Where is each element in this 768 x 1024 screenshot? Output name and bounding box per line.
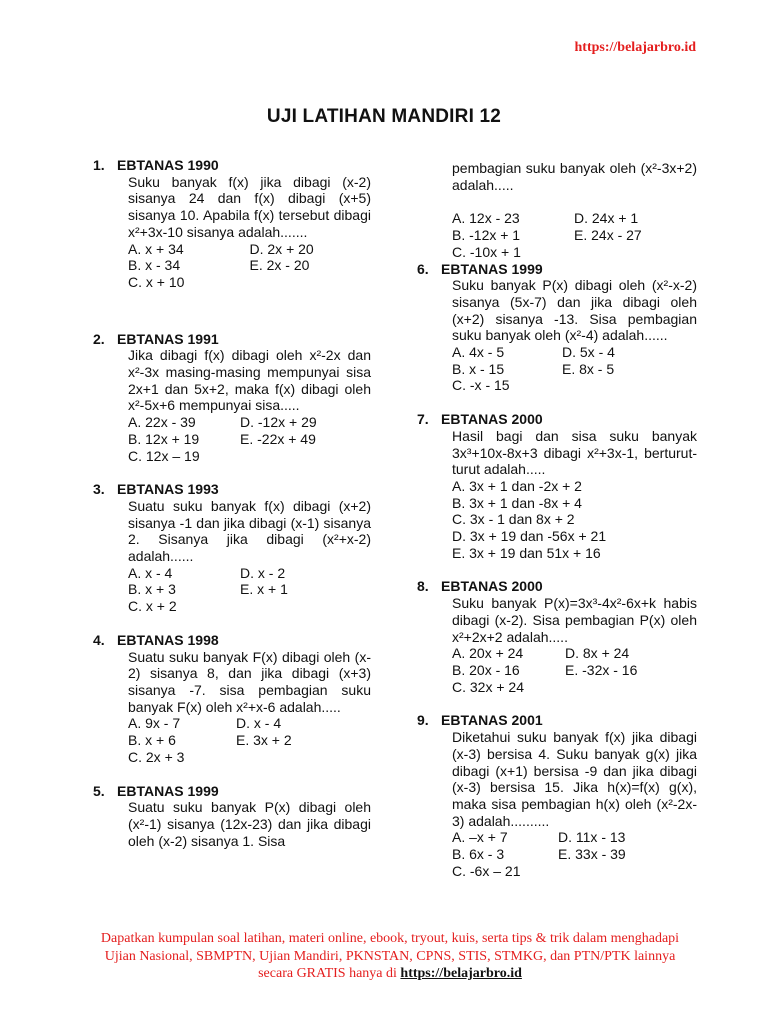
question-6 bbox=[417, 261, 697, 395]
option: E. 8x - 5 bbox=[562, 360, 615, 377]
question-text: Suku banyak f(x) jika dibagi (x-2) sisanya 24 dan f(x) dibagi (x+5) sisanya 10. Apabila f(x) tersebut dibagi x²+3x-10 sisanya adalah....... bbox=[128, 173, 371, 240]
footer-text: Dapatkan kumpulan soal latihan, materi online, ebook, tryout, kuis, serta tips & trik dalam menghadapi Ujian Nasional, SBMPTN, Ujian Mandiri, PKNSTAN, CPNS, STIS, STMKG, dan PTN/PTK lainnya secara GRATIS hanya di bbox=[100, 931, 680, 981]
question-source: EBTANAS 1993 bbox=[117, 481, 219, 498]
option: A. –x + 7 bbox=[452, 829, 508, 846]
question-5-continued bbox=[417, 160, 697, 261]
question-source: EBTANAS 1999 bbox=[441, 260, 543, 277]
left-column bbox=[93, 157, 371, 849]
question-number: 2. bbox=[93, 330, 105, 347]
option: D. x - 2 bbox=[240, 564, 286, 581]
question-source: EBTANAS 1991 bbox=[117, 330, 219, 347]
option: E. 24x - 27 bbox=[574, 227, 642, 244]
option: E. 33x - 39 bbox=[558, 846, 626, 863]
question-source: EBTANAS 1999 bbox=[117, 782, 219, 799]
option: A. 12x - 23 bbox=[452, 210, 520, 227]
question-text: Jika dibagi f(x) dibagi oleh x²-2x dan x²-3x masing-masing mempunyai sisa 2x+1 dan 5x+2, maka f(x) dibagi oleh x²-5x+6 mempunyai sisa..... bbox=[128, 347, 371, 414]
answer-options bbox=[452, 829, 697, 879]
option: E. x + 1 bbox=[240, 581, 288, 598]
option: B. 3x + 1 dan -8x + 4 bbox=[452, 494, 582, 511]
option: C. -6x – 21 bbox=[452, 862, 521, 879]
question-number: 6. bbox=[417, 260, 429, 277]
option: C. x + 10 bbox=[128, 273, 185, 290]
question-text: Suatu suku banyak f(x) dibagi (x+2) sisanya -1 dan jika dibagi (x-1) sisanya 2. Sisanya jika dibagi (x²+x-2) adalah...... bbox=[128, 497, 371, 565]
question-source: EBTANAS 1990 bbox=[117, 157, 219, 173]
right-column bbox=[417, 160, 697, 879]
option: A. x + 34 bbox=[128, 240, 184, 257]
question-8 bbox=[417, 578, 697, 695]
question-source: EBTANAS 1998 bbox=[117, 631, 219, 648]
option: D. 2x + 20 bbox=[249, 240, 314, 257]
question-text: Suku banyak P(x)=3x³-4x²-6x+k habis dibagi (x-2). Sisa pembagian P(x) oleh x²+2x+2 adalah..... bbox=[452, 595, 697, 645]
question-text: Suku banyak P(x) dibagi oleh (x²-x-2) sisanya (5x-7) dan jika dibagi oleh (x+2) sisanya -13. Sisa pembagian suku banyak oleh (x²-4) adalah...... bbox=[452, 277, 697, 344]
option: B. 20x - 16 bbox=[452, 661, 520, 678]
option: B. 12x + 19 bbox=[128, 430, 200, 447]
question-4 bbox=[93, 632, 371, 766]
option: C. 3x - 1 dan 8x + 2 bbox=[452, 511, 575, 528]
option: B. x + 3 bbox=[128, 581, 176, 598]
option: D. 3x + 19 dan -56x + 21 bbox=[452, 528, 607, 545]
answer-options bbox=[452, 478, 697, 562]
option: C. 32x + 24 bbox=[452, 678, 524, 695]
answer-options bbox=[128, 565, 371, 615]
question-text: Hasil bagi dan sisa suku banyak 3x³+10x-8x+3 dibagi x²+3x-1, berturut-turut adalah..... bbox=[452, 427, 697, 478]
answer-options bbox=[452, 344, 697, 394]
question-number: 8. bbox=[417, 578, 429, 595]
option: C. -10x + 1 bbox=[452, 243, 521, 260]
option: C. -x - 15 bbox=[452, 377, 510, 394]
option: C. x + 2 bbox=[128, 598, 177, 615]
option: D. 8x + 24 bbox=[565, 645, 630, 662]
question-3 bbox=[93, 481, 371, 615]
answer-options bbox=[128, 414, 371, 464]
option: B. x - 15 bbox=[452, 360, 505, 377]
option: E. 3x + 2 bbox=[236, 732, 292, 749]
answer-options bbox=[128, 241, 371, 291]
question-2 bbox=[93, 331, 371, 465]
question-number: 7. bbox=[417, 411, 429, 428]
question-text: pembagian suku banyak oleh (x²-3x+2) adalah..... bbox=[452, 160, 697, 193]
option: C. 12x – 19 bbox=[128, 447, 200, 464]
question-text: Suatu suku banyak F(x) dibagi oleh (x-2) sisanya 8, dan jika dibagi (x+3) sisanya -7. sisa pembagian suku banyak F(x) oleh x²+x-6 adalah..... bbox=[128, 648, 371, 715]
question-7 bbox=[417, 411, 697, 561]
question-source: EBTANAS 2001 bbox=[441, 712, 543, 729]
option: D. -12x + 29 bbox=[240, 414, 317, 431]
option: B. x + 6 bbox=[128, 732, 176, 749]
question-1 bbox=[93, 157, 371, 291]
site-url[interactable]: https://belajarbro.id bbox=[574, 40, 696, 55]
option: E. -32x - 16 bbox=[565, 661, 638, 678]
option: D. 24x + 1 bbox=[574, 210, 639, 227]
answer-options bbox=[128, 715, 371, 765]
question-text: Suatu suku banyak P(x) dibagi oleh (x²-1) sisanya (12x-23) dan jika dibagi oleh (x-2) sisanya 1. Sisa bbox=[128, 799, 371, 849]
option: C. 2x + 3 bbox=[128, 748, 185, 765]
question-5 bbox=[93, 783, 371, 850]
option: A. x - 4 bbox=[128, 564, 173, 581]
answer-options bbox=[452, 210, 697, 260]
option: A. 3x + 1 dan -2x + 2 bbox=[452, 477, 582, 494]
footer-link[interactable]: https://belajarbro.id bbox=[400, 966, 522, 981]
question-number: 3. bbox=[93, 481, 105, 498]
option: E. 2x - 20 bbox=[249, 257, 310, 274]
option: E. -22x + 49 bbox=[240, 430, 316, 447]
answer-options bbox=[452, 645, 697, 695]
question-9 bbox=[417, 712, 697, 879]
option: B. -12x + 1 bbox=[452, 227, 521, 244]
option: D. x - 4 bbox=[236, 715, 282, 732]
option: A. 9x - 7 bbox=[128, 715, 181, 732]
option: B. x - 34 bbox=[128, 257, 181, 274]
question-text: Diketahui suku banyak f(x) jika dibagi (x-3) bersisa 4. Suku banyak g(x) jika dibagi (x+1) bersisa -9 dan jika dibagi (x-3) bersisa 15. Jika h(x)=f(x) g(x), maka sisa pembagian h(x) oleh (x²-2x-3) adalah.......... bbox=[452, 729, 697, 829]
question-number: 1. bbox=[93, 157, 105, 173]
option: A. 22x - 39 bbox=[128, 414, 196, 431]
question-number: 9. bbox=[417, 712, 429, 729]
option: E. 3x + 19 dan 51x + 16 bbox=[452, 544, 601, 561]
promo-footer bbox=[90, 930, 690, 983]
option: A. 4x - 5 bbox=[452, 344, 505, 361]
option: D. 5x - 4 bbox=[562, 344, 615, 361]
option: A. 20x + 24 bbox=[452, 645, 524, 662]
question-number: 4. bbox=[93, 631, 105, 648]
question-number: 5. bbox=[93, 782, 105, 799]
question-source: EBTANAS 2000 bbox=[441, 411, 543, 428]
option: B. 6x - 3 bbox=[452, 846, 505, 863]
page-title: UJI LATIHAN MANDIRI 12 bbox=[266, 106, 502, 127]
option: D. 11x - 13 bbox=[558, 829, 626, 846]
question-source: EBTANAS 2000 bbox=[441, 578, 543, 595]
